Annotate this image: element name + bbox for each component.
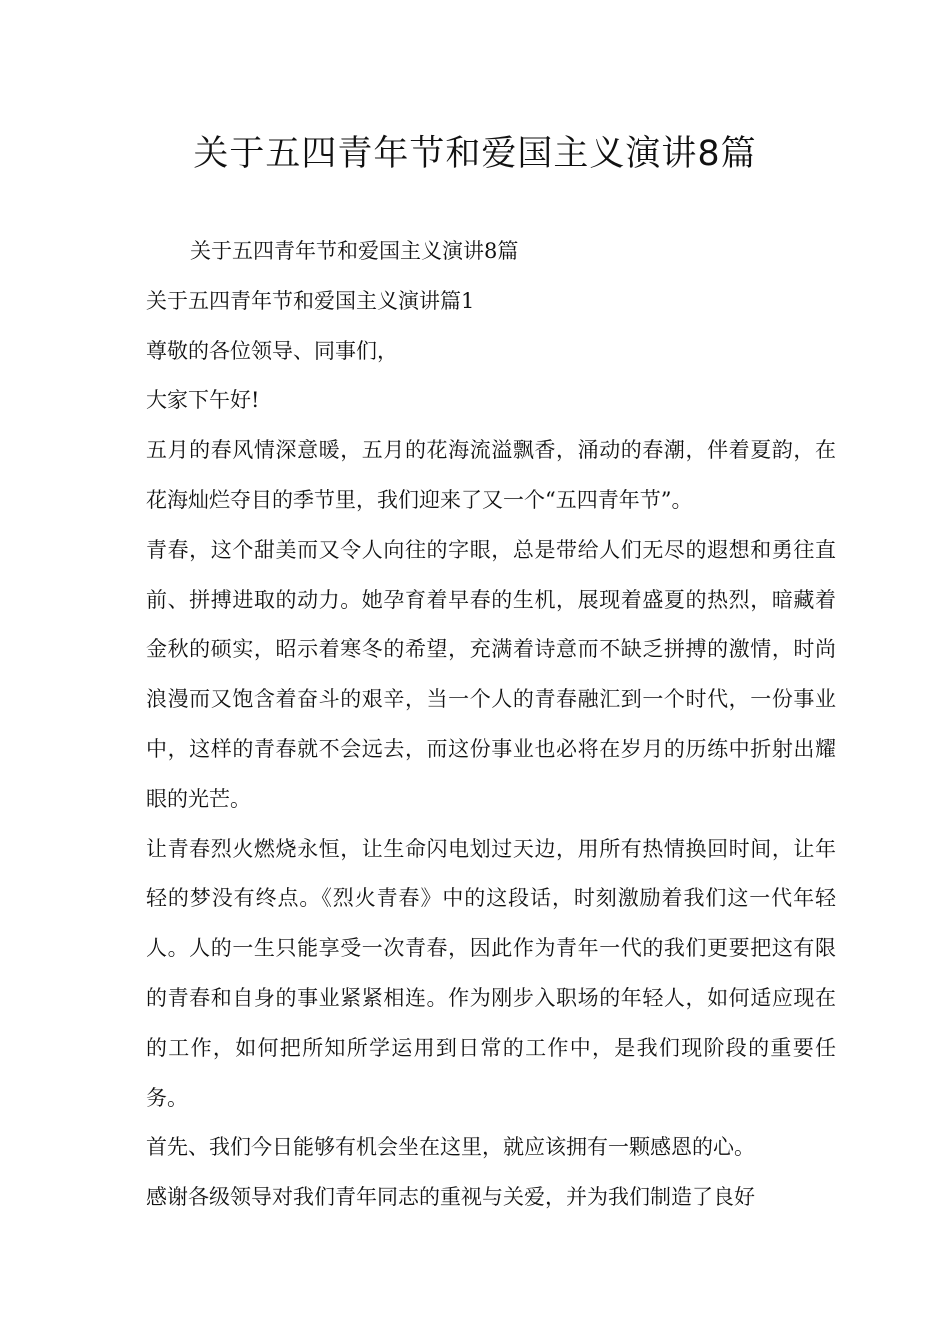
salutation-paragraph: 尊敬的各位领导、同事们， [146,338,398,363]
document-title: 关于五四青年节和爱国主义演讲8篇 [193,134,757,174]
subtitle-paragraph: 关于五四青年节和爱国主义演讲8篇 [190,239,519,263]
document-body [146,227,836,1223]
body-paragraph: 青春，这个甜美而又令人向往的字眼，总是带给人们无尽的遐想和勇往直前、拼搏进取的动力。她孕育着早春的生机，展现着盛夏的热烈，暗藏着金秋的硕实，昭示着寒冬的希望，充满着诗意而不缺乏拼搏的激情，时尚浪漫而又饱含着奋斗的艰辛，当一个人的青春融汇到一个时代，一份事业中，这样的青春就不会远去，而这份事业也必将在岁月的历练中折射出耀眼的光芒。 [146,537,836,811]
section-heading: 关于五四青年节和爱国主义演讲篇1 [146,288,475,313]
greeting-paragraph: 大家下午好! [146,388,260,413]
body-paragraph: 感谢各级领导对我们青年同志的重视与关爱，并为我们制造了良好 [146,1185,755,1210]
body-paragraph: 五月的春风情深意暖，五月的花海流溢飘香，涌动的春潮，伴着夏韵，在花海灿烂夺目的季节里，我们迎来了又一个“五四青年节”。 [146,438,836,512]
body-paragraph: 让青春烈火燃烧永恒，让生命闪电划过天边，用所有热情换回时间，让年轻的梦没有终点。《烈火青春》中的这段话，时刻激励着我们这一代年轻人。人的一生只能享受一次青春，因此作为青年一代的我们更要把这有限的青春和自身的事业紧紧相连。作为刚步入职场的年轻人，如何适应现在的工作，如何把所知所学运用到日常的工作中，是我们现阶段的重要任务。 [146,836,836,1110]
body-paragraph: 首先、我们今日能够有机会坐在这里，就应该拥有一颗感恩的心。 [146,1135,755,1160]
